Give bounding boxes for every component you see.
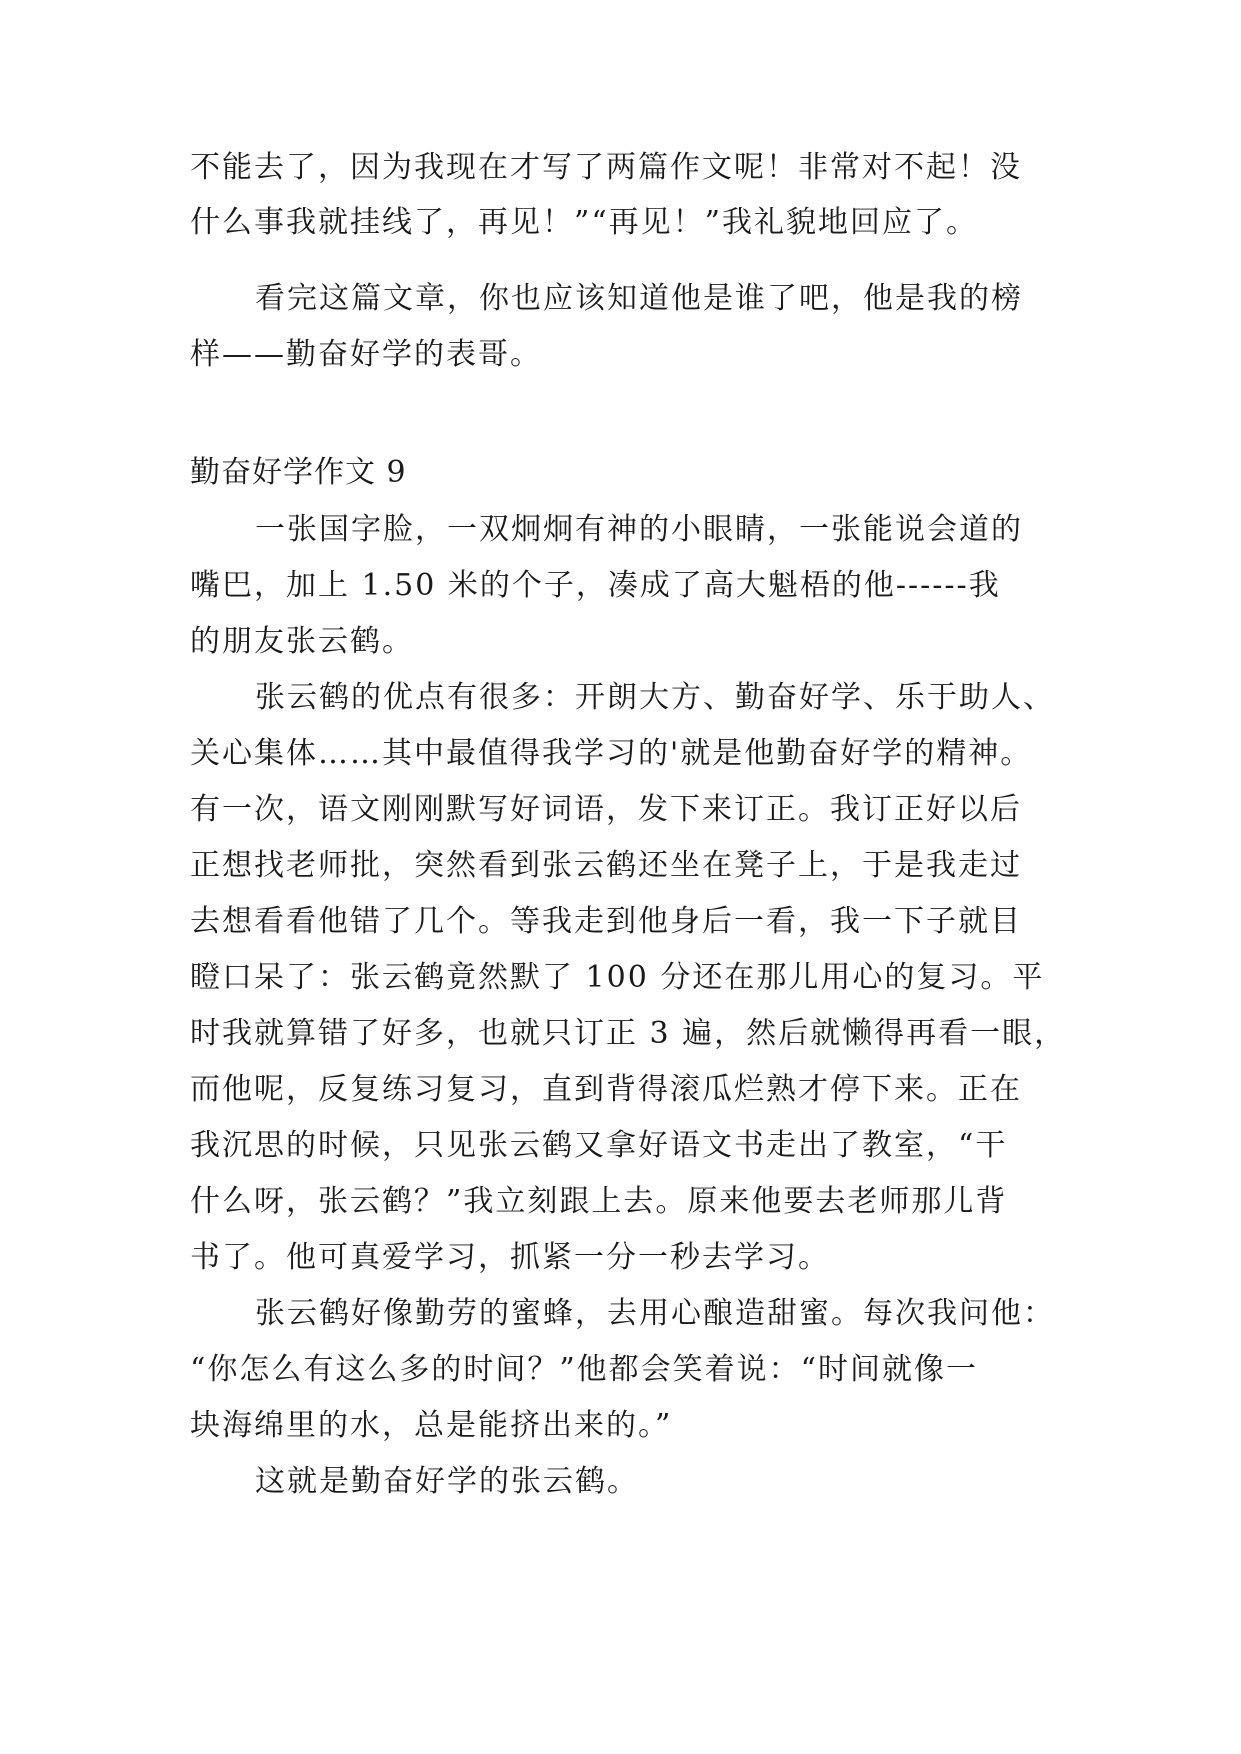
paragraph-line: 有一次，语文刚刚默写好词语，发下来订正。我订正好以后	[190, 792, 1022, 827]
paragraph-line: “你怎么有这么多的时间？”他都会笑着说：“时间就像一	[190, 1352, 979, 1387]
paragraph-line: 这就是勤奋好学的张云鹤。	[255, 1464, 639, 1499]
paragraph-line: 正想找老师批，突然看到张云鹤还坐在凳子上，于是我走过	[190, 848, 1022, 883]
paragraph-line: 张云鹤的优点有很多：开朗大方、勤奋好学、乐于助人、	[255, 680, 1055, 715]
paragraph-line: 样——勤奋好学的表哥。	[190, 337, 542, 372]
paragraph-line: 而他呢，反复练习复习，直到背得滚瓜烂熟才停下来。正在	[190, 1072, 1022, 1107]
paragraph-line: 关心集体……其中最值得我学习的'就是他勤奋好学的精神。	[190, 736, 1033, 771]
paragraph-line: 一张国字脸，一双炯炯有神的小眼睛，一张能说会道的	[255, 512, 1023, 547]
paragraph-line: 看完这篇文章，你也应该知道他是谁了吧，他是我的榜	[255, 281, 1023, 316]
paragraph-line: 张云鹤好像勤劳的蜜蜂，去用心酿造甜蜜。每次我问他：	[255, 1296, 1055, 1331]
paragraph-line: 嘴巴，加上 1.50 米的个子，凑成了高大魁梧的他------我	[190, 568, 1001, 603]
paragraph-line: 去想看看他错了几个。等我走到他身后一看，我一下子就目	[190, 904, 1022, 939]
paragraph-line: 块海绵里的水，总是能挤出来的。”	[190, 1408, 673, 1443]
paragraph-line: 我沉思的时候，只见张云鹤又拿好语文书走出了教室，“干	[190, 1128, 1008, 1163]
paragraph-line: 什么事我就挂线了，再见！”“再见！”我礼貌地回应了。	[190, 205, 979, 240]
paragraph-line: 什么呀，张云鹤？”我立刻跟上去。原来他要去老师那儿背	[190, 1184, 1008, 1219]
paragraph-line: 的朋友张云鹤。	[190, 624, 414, 659]
paragraph-line: 时我就算错了好多，也就只订正 3 遍，然后就懒得再看一眼，	[190, 1016, 1067, 1051]
paragraph-line: 瞪口呆了：张云鹤竟然默了 100 分还在那儿用心的复习。平	[190, 960, 1045, 995]
paragraph-line: 不能去了，因为我现在才写了两篇作文呢！非常对不起！没	[190, 150, 1022, 185]
paragraph-line: 书了。他可真爱学习，抓紧一分一秒去学习。	[190, 1240, 830, 1275]
section-heading: 勤奋好学作文 9	[190, 455, 407, 490]
